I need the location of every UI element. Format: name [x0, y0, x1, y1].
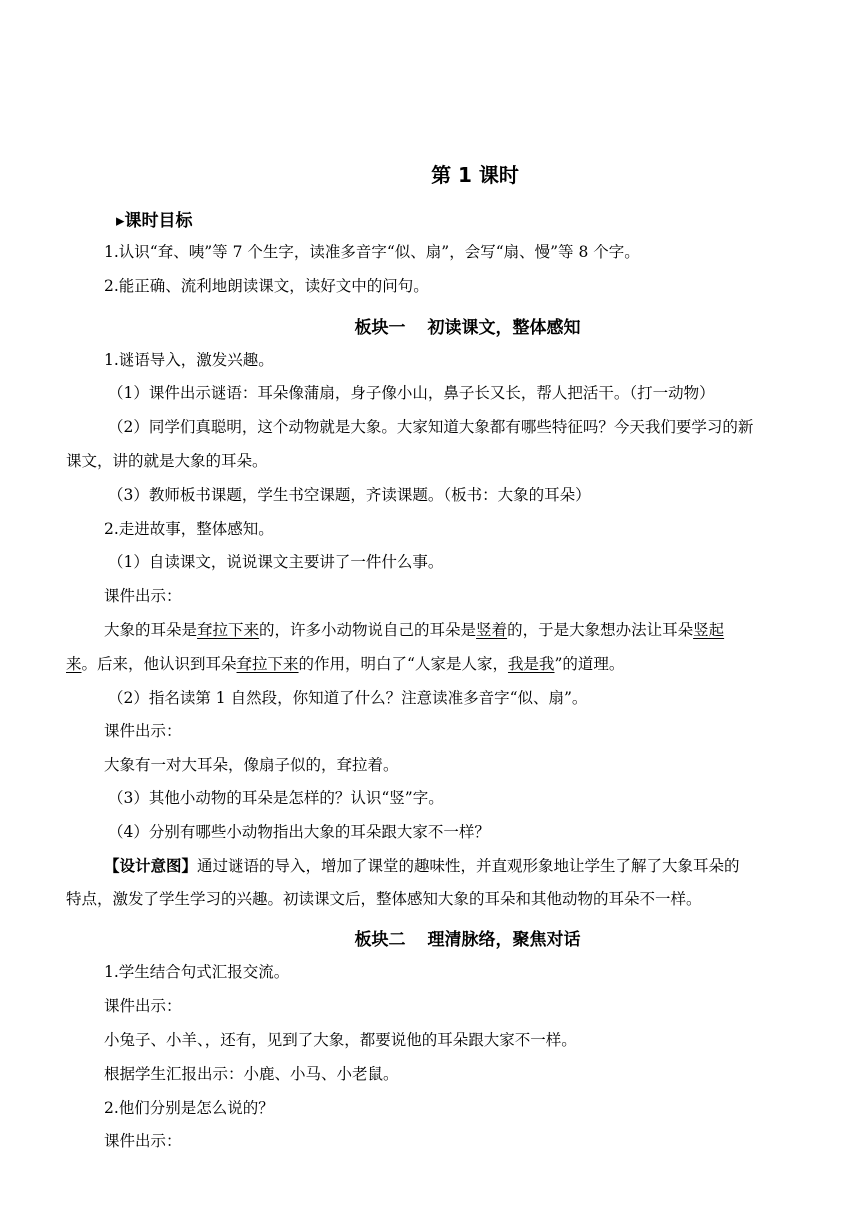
s1-p2: （1）课件出示谜语：耳朵像蒲扇，身子像小山，鼻子长又长，帮人把活干。（打一动物）	[108, 384, 715, 402]
s1-p8: （2）指名读第 1 自然段，你知道了什么？注意读准多音字“似、扇”。	[108, 689, 588, 707]
goal-2: 2.能正确、流利地朗读课文，读好文中的问句。	[104, 277, 429, 295]
quote-text: 的，许多小动物说自己的耳朵是	[259, 621, 477, 639]
goal-heading: ▸课时目标	[116, 211, 193, 231]
section-1-title: 初读课文，整体感知	[427, 318, 581, 338]
s1-p10: 大象有一对大耳朵，像扇子似的，耷拉着。	[104, 756, 399, 774]
quote-text: 的作用，明白了“人家是人家，	[298, 655, 508, 673]
s2-p2: 课件出示：	[104, 997, 182, 1015]
s1-p3b: 课文，讲的就是大象的耳朵。	[66, 452, 268, 470]
quote-text: ”的道理。	[554, 655, 625, 673]
design-intent-cont: 特点，激发了学生学习的兴趣。初读课文后，整体感知大象的耳朵和其他动物的耳朵不一样。	[66, 890, 702, 908]
quote-underline: 来	[66, 655, 82, 673]
s1-p9: 课件出示：	[104, 722, 182, 740]
design-label: 【设计意图】	[104, 857, 198, 875]
s1-p5: 2.走进故事，整体感知。	[104, 520, 274, 538]
section-2-name: 板块二	[354, 930, 406, 950]
quote-text: 。后来，他认识到耳朵	[81, 655, 237, 673]
section-2-title: 理清脉络，聚焦对话	[427, 930, 581, 950]
s2-p5: 2.他们分别是怎么说的？	[104, 1099, 274, 1117]
s2-p6: 课件出示：	[104, 1132, 182, 1150]
s2-p3: 小兔子、小羊、，还有，见到了大象，都要说他的耳朵跟大家不一样。	[104, 1031, 577, 1049]
section-1-name: 板块一	[354, 318, 406, 338]
section-2-heading	[0, 925, 860, 950]
s2-p4: 根据学生汇报出示：小鹿、小马、小老鼠。	[104, 1065, 399, 1083]
quote-underline: 竖着	[476, 621, 508, 639]
s1-p12: （4）分别有哪些小动物指出大象的耳朵跟大家不一样？	[108, 823, 490, 841]
quote-underline: 我是我	[507, 655, 555, 673]
lesson-title: 第 1 课时	[431, 163, 519, 187]
goal-1: 1.认识“耷、咦”等 7 个生字，读准多音字“似、扇”，会写“扇、慢”等 8 个字。	[104, 243, 640, 261]
section-1-heading	[0, 313, 860, 338]
design-intent	[104, 856, 740, 876]
s1-p7: 课件出示：	[104, 587, 182, 605]
s1-p11: （3）其他小动物的耳朵是怎样的？认识“竖”字。	[108, 789, 444, 807]
s1-p6: （1）自读课文，说说课文主要讲了一件什么事。	[108, 553, 444, 571]
quote-text: 的，于是大象想办法让耳朵	[507, 621, 694, 639]
quote-line-1	[104, 620, 724, 640]
s2-p1: 1.学生结合句式汇报交流。	[104, 963, 290, 981]
quote-text: 大象的耳朵是	[104, 621, 198, 639]
quote-underline: 耷拉下来	[236, 655, 299, 673]
design-text: 通过谜语的导入，增加了课堂的趣味性，并直观形象地让学生了解了大象耳朵的	[197, 857, 740, 875]
quote-underline: 竖起	[693, 621, 725, 639]
s1-p1: 1.谜语导入，激发兴趣。	[104, 351, 274, 369]
quote-underline: 耷拉下来	[197, 621, 260, 639]
s1-p4: （3）教师板书课题，学生书空课题，齐读课题。（板书：大象的耳朵）	[108, 486, 591, 504]
s1-p3a: （2）同学们真聪明，这个动物就是大象。大家知道大象都有哪些特征吗？今天我们要学习的新	[108, 418, 754, 436]
quote-line-2	[66, 654, 624, 674]
